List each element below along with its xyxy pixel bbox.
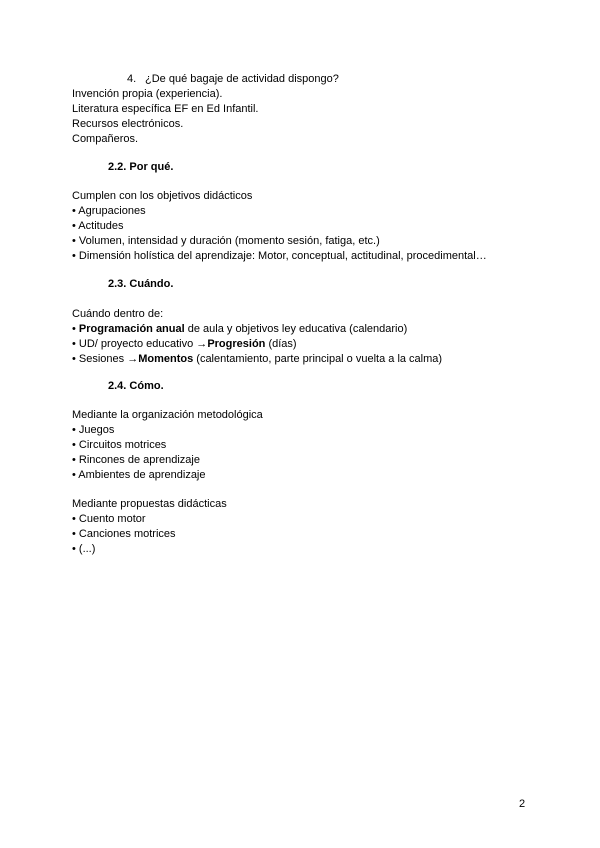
bullet-rest: (calentamiento, parte principal o vuelta a la calma) — [193, 353, 443, 365]
bullet-item — [72, 352, 442, 367]
bullet-prefix: • UD/ proyecto educativo → — [72, 338, 208, 350]
bullet-item: • Canciones motrices — [72, 528, 176, 540]
intro-text: Mediante la organización metodológica — [72, 409, 263, 421]
bullet-bold-term: Programación anual — [78, 323, 185, 335]
bullet-item: • Volumen, intensidad y duración (momento sesión, fatiga, etc.) — [72, 235, 380, 247]
bullet-rest: de aula y objetivos ley educativa (calendario) — [184, 323, 408, 335]
bullet-item: • Rincones de aprendizaje — [72, 454, 200, 466]
bullet-item: • Circuitos motrices — [72, 439, 167, 451]
resource-line: Invención propia (experiencia). — [72, 88, 223, 100]
heading-cuando: 2.3. Cuándo. — [108, 278, 174, 290]
page-number: 2 — [519, 798, 526, 810]
bullet-item — [72, 337, 442, 352]
resources-list — [72, 87, 259, 147]
bullet-prefix: • Sesiones → — [72, 353, 139, 365]
por-que-block — [72, 189, 487, 264]
question-text: ¿De qué bagaje de actividad dispongo? — [145, 73, 339, 85]
cuando-block — [72, 307, 442, 367]
resource-line: Compañeros. — [72, 133, 139, 145]
numbered-question — [127, 72, 339, 87]
resource-line: Literatura específica EF en Ed Infantil. — [72, 103, 259, 115]
intro-text: Mediante propuestas didácticas — [72, 498, 227, 510]
heading-por-que: 2.2. Por qué. — [108, 161, 174, 173]
bullet-item: • Juegos — [72, 424, 115, 436]
bullet-rest: (días) — [265, 338, 297, 350]
bullet-item: • Cuento motor — [72, 513, 146, 525]
bullet-bold-term: Momentos — [138, 353, 194, 365]
como-block-1 — [72, 408, 263, 483]
bullet-item: • Actitudes — [72, 220, 124, 232]
bullet-item: • Agrupaciones — [72, 205, 146, 217]
bullet-item: • (...) — [72, 543, 96, 555]
question-number: 4. — [127, 73, 137, 85]
bullet-item: • Dimensión holística del aprendizaje: Motor, conceptual, actitudinal, procedimental… — [72, 250, 487, 262]
intro-text: Cuándo dentro de: — [72, 308, 164, 320]
como-block-2 — [72, 497, 227, 557]
heading-como: 2.4. Cómo. — [108, 380, 164, 392]
bullet-item: • Ambientes de aprendizaje — [72, 469, 206, 481]
bullet-item — [72, 322, 442, 337]
resource-line: Recursos electrónicos. — [72, 118, 184, 130]
intro-text: Cumplen con los objetivos didácticos — [72, 190, 253, 202]
bullet-bold-term: Progresión — [207, 338, 266, 350]
bullet-prefix: • — [72, 323, 79, 335]
